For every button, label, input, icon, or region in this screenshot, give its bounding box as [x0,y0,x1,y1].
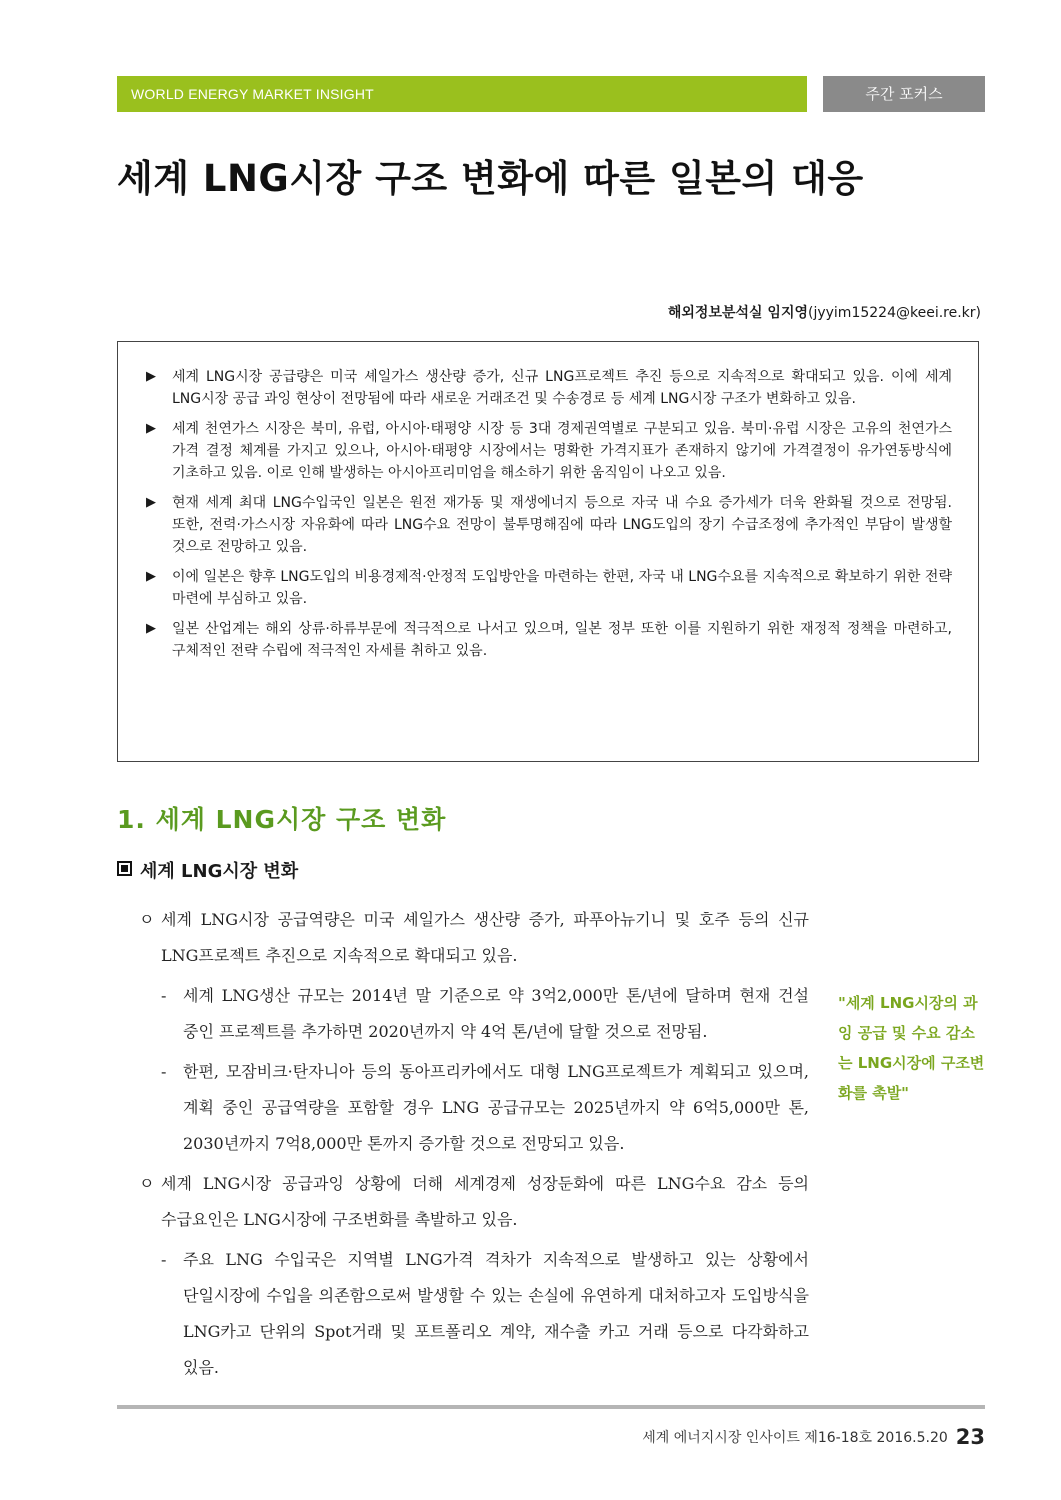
summary-item: ▶ 세계 천연가스 시장은 북미, 유럽, 아시아·태평양 시장 등 3대 경제권역별로 구분되고 있음. 북미·유럽 시장은 고유의 천연가스 가격 결정 체계를 가지고 있으나, 아시아·태평양 시장에서는 명확한 가격지표가 존재하지 않기에 가격결정이 유가연동방식에 기초하고 있음. 이로 인해 발생하는 아시아프리미엄을 해소하기 위한 움직임이 나오고 있음. [144,418,952,484]
triangle-bullet-icon: ▶ [146,369,156,384]
footer-divider [117,1405,985,1409]
summary-item: ▶ 세계 LNG시장 공급량은 미국 셰일가스 생산량 증가, 신규 LNG프로젝트 추진 등으로 지속적으로 확대되고 있음. 이에 세계 LNG시장 공급 과잉 현상이 전망됨에 따라 새로운 거래조건 및 수송경로 등 세계 LNG시장 구조가 변화하고 있음. [144,366,952,410]
body-subitem: - 세계 LNG생산 규모는 2014년 말 기준으로 약 3억2,000만 톤/년에 달하며 현재 건설 중인 프로젝트를 추가하면 2020년까지 약 4억 톤/년에 달할 것으로 전망됨. [117,978,809,1050]
body-paragraph: ㅇ 세계 LNG시장 공급과잉 상황에 더해 세계경제 성장둔화에 따른 LNG수요 감소 등의 수급요인은 LNG시장에 구조변화를 촉발하고 있음. [117,1166,809,1238]
author-name: 해외정보분석실 임지영 [667,305,808,321]
triangle-bullet-icon: ▶ [146,621,156,636]
summary-box [117,341,979,762]
footer [642,1423,985,1447]
footer-text: 세계 에너지시장 인사이트 제16-18호 2016.5.20 [642,1430,948,1446]
body-subitem: - 주요 LNG 수입국은 지역별 LNG가격 격차가 지속적으로 발생하고 있는 상황에서 단일시장에 수입을 의존함으로써 발생할 수 있는 손실에 유연하게 대처하고자 도입방식을 LNG카고 단위의 Spot거래 및 포트폴리오 계약, 재수출 카고 거래 등으로 다각화하고 있음. [117,1242,809,1386]
pull-quote: "세계 LNG시장의 과잉 공급 및 수요 감소는 LNG시장에 구조변화를 촉발" [838,994,985,1102]
triangle-bullet-icon: ▶ [146,569,156,584]
sub-heading: 세계 LNG시장 변화 [117,857,298,883]
body-subitem: - 한편, 모잠비크·탄자니아 등의 동아프리카에서도 대형 LNG프로젝트가 계획되고 있으며, 계획 중인 공급역량을 포함할 경우 LNG 공급규모는 2025년까지 약 6억5,000만 톤, 2030년까지 7억8,000만 톤까지 증가할 것으로 전망되고 있음. [117,1054,809,1162]
circle-bullet-icon: ㅇ [139,910,155,929]
body-paragraph: ㅇ 세계 LNG시장 공급역량은 미국 셰일가스 생산량 증가, 파푸아뉴기니 및 호주 등의 신규 LNG프로젝트 추진으로 지속적으로 확대되고 있음. [117,902,809,974]
author-email: (jyyim15224@keei.re.kr) [808,305,981,321]
page-title: 세계 LNG시장 구조 변화에 따른 일본의 대응 [117,157,864,200]
header-title: WORLD ENERGY MARKET INSIGHT [131,86,374,102]
section-heading: 1. 세계 LNG시장 구조 변화 [117,805,447,834]
summary-item: ▶ 이에 일본은 향후 LNG도입의 비용경제적·안정적 도입방안을 마련하는 한편, 자국 내 LNG수요를 지속적으로 확보하기 위한 전략 마련에 부심하고 있음. [144,566,952,610]
summary-item: ▶ 현재 세계 최대 LNG수입국인 일본은 원전 재가동 및 재생에너지 등으로 자국 내 수요 증가세가 더욱 완화될 것으로 전망됨. 또한, 전력·가스시장 자유화에 따라 LNG수요 전망이 불투명해짐에 따라 LNG도입의 장기 수급조정에 추가적인 부담이 발생할 것으로 전망하고 있음. [144,492,952,558]
summary-item: ▶ 일본 산업계는 해외 상류·하류부문에 적극적으로 나서고 있으며, 일본 정부 또한 이를 지원하기 위한 재정적 정책을 마련하고, 구체적인 전략 수립에 적극적인 자세를 취하고 있음. [144,618,952,662]
triangle-bullet-icon: ▶ [146,495,156,510]
author-line [668,302,981,322]
section-tag: 주간 포커스 [823,76,985,112]
header-bar [117,76,807,112]
checkbox-square-icon [117,861,132,876]
body-text [117,902,809,1390]
summary-list [118,342,978,662]
page-number: 23 [955,1425,985,1449]
dash-bullet-icon: - [161,986,167,1005]
circle-bullet-icon: ㅇ [139,1174,155,1193]
dash-bullet-icon: - [161,1250,167,1269]
triangle-bullet-icon: ▶ [146,421,156,436]
dash-bullet-icon: - [161,1062,167,1081]
